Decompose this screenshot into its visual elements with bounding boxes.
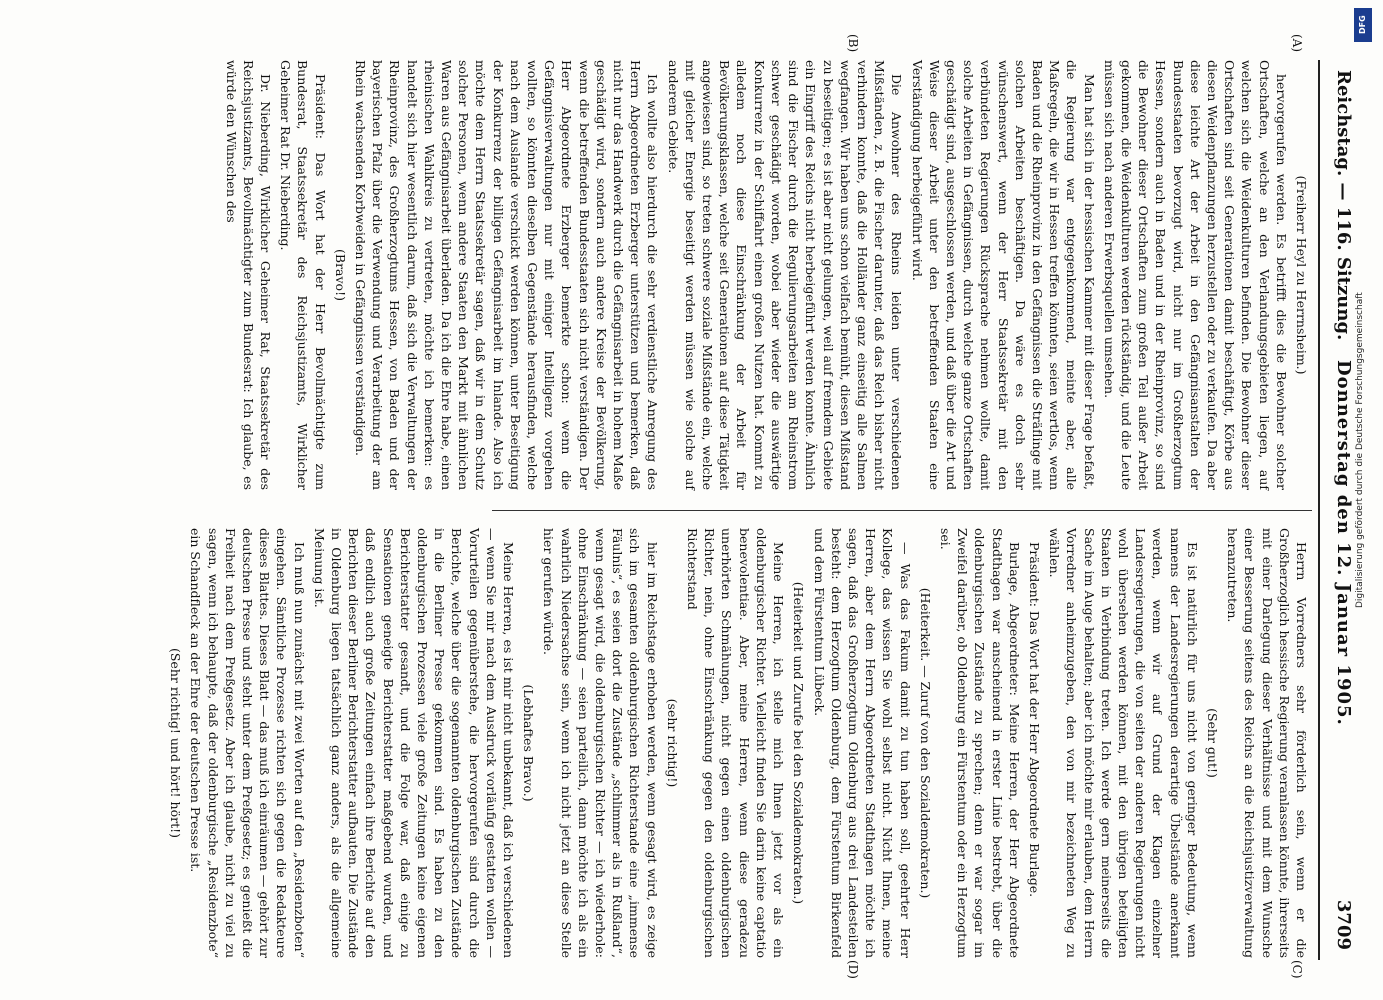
interjection: (Heiterkeit und Zurufe bei den Sozialdemokraten.) [791, 581, 807, 905]
header-session: Reichstag. — 116. Sitzung. [1333, 70, 1354, 341]
paragraph: Burlage, Abgeordneter: Meine Herren, der Herr Abgeordnete Stadthagen war anscheinend in erster Linie bestrebt, über die oldenburgischen Zustände zu sprechen; denn er war sogar im Zweifel darüber, ob Oldenburg ein Fürstentum oder ein Herzogtum sei. [937, 528, 1022, 958]
margin-mark-a: (A) [1290, 34, 1304, 53]
margin-mark-b: (B) [846, 34, 860, 53]
header-date: Donnerstag den 12. Januar 1905. [1333, 360, 1354, 726]
paragraph: Präsident: Das Wort hat der Herr Abgeordnete Burlage. [1026, 542, 1042, 898]
paragraph: Meine Herren, ich stelle mich Ihnen jetzt vor als ein oldenburgischer Richter. Vielleicht finden Sie darin keine captatio benevolentiae. Aber, meine Herren, wenn diese geradezu unerhörten Schmähungen, nicht gegen einen oldenburgischen Richter, nein, ohne Einschränkung gegen den oldenburgischen Richterstand [685, 528, 787, 958]
paragraph: Präsident: Das Wort hat der Herr Bevollmächtigte zum Bundesrat, Staatssekretär des Reichsjustizamts, Wirklicher Geheimer Rat Dr. Nieberding. [278, 60, 328, 490]
speaker-attribution: (Freiherr Heyl zu Herrnsheim.) [1294, 175, 1309, 375]
paragraph: Es ist natürlich für uns nicht von geringer Bedeutung, wenn namens der Landesregierungen derartige Übelstände anerkannt werden, wenn wir auf Grund der Klagen einzelner Landesregierungen, die von seiten der anderen Regierungen nicht wohl übersehen werden können, mit den übrigen beteiligten Staaten in Verbindung treten. Ich werde gern meinerseits die Sache im Auge behalten; aber ich möchte mir erlauben, dem Herrn Vorredner anheimzugeben, den von mir bezeichneten Weg zu wählen. [1047, 528, 1200, 958]
paragraph: hier im Reichstage erhoben werden, wenn gesagt wird, es zeige sich im gesamten oldenburgischen Richterstande eine „immense Fäulnis“, es seien dort die Zustände „schlimmer als in Rußland“, wenn gesagt wird, die oldenburgischen Richter — ich wiederhole: ohne Einschränkung — seien parteilich, dann möchte ich als ein wahrlich Niedersachse sein, wenn ich nicht jetzt an diese Stelle hier gerufen würde. [541, 528, 660, 958]
paragraph: Man hat sich in der hessischen Kammer mit dieser Frage befaßt, die Regierung war entgegenkommend, meinte aber, alle Maßregeln, die wir in Hessen treffen könnten, seien wertlos, wenn Baden und die Rheinprovinz in den Gefängnissen die Sträflinge mit solchen Arbeiten beschäftigen. Da wäre es doch sehr wünschenswert, wenn der Herr Staatssekretär mit den verbündeten Regierungen Rücksprache nehmen wollte, damit solche Arbeiten in Gefängnissen, durch welche ganze Ortschaften geschädigt sind, ausgeschlossen werden, und daß über die Art und Weise dieser Arbeit unter den betreffenden Staaten eine Verständigung herbeigeführt wird. [909, 60, 1097, 490]
interjection: (Sehr gut!) [1204, 708, 1220, 778]
header-rule [1318, 60, 1320, 960]
left-text-column [219, 60, 1310, 490]
paragraph: Ich wollte also hierdurch die sehr verdienstliche Anregung des Herrn Abgeordneten Erzberger unterstützen und bemerken, daß nicht nur das Handwerk durch die Gefängnisarbeit in hohem Maße geschädigt wird, sondern auch andere Kreise der Bevölkerung, wenn die betreffenden Bundesstaaten sich nicht verständigen. Der Herr Abgeordnete Erzberger bemerkte schon: wenn die Gefängnisverwaltungen nur mit einiger Intelligenz vorgehen wollten, so könnten dieselben Gegenstände herausfinden, welche nach dem Auslande verschickt werden können, unter Beseitigung der Konkurrenz der billigen Gefängnisarbeit im Inlande. Also ich möchte dem Herrn Staatssekretär sagen, daß wir in dem Schutz solcher Personen, wenn andere Staaten den Markt mit ähnlichen Waren aus Gefängnisarbeit überladen. Da ich die Ehre habe, einen rheinischen Wahlkreis zu vertreten, möchte ich bemerken: es handelt sich hier wesentlich darum, daß sich die Verwaltungen der Rheinprovinz, des Großherzogtums Hessen, von Baden und der bayerischen Pfalz über die Verwendung und Verarbeitung der am Rhein wachsenden Korbweiden in Gefängnissen verständigen. [353, 60, 661, 490]
paragraph: — Was das Fakum damit zu tun haben soll, geehrter Herr Kollege, das wissen Sie wohl selbst nicht. Nicht Ihnen, meine Herren, aber dem Herrn Abgeordneten Stadthagen möchte ich sagen, daß das Großherzogtum Oldenburg aus drei Landesteilen besteht: dem Herzogtum Oldenburg, dem Fürstentum Birkenfeld und dem Fürstentum Lübeck. [811, 528, 913, 958]
margin-mark-d: (D) [846, 960, 860, 979]
paragraph: hervorgerufen werden. Es betrifft dies die Bewohner solcher Ortschaften, welche an den Verlandungsgebieten liegen, auf welchen sich die Weidenkulturen befinden. Die Bewohner dieser Ortschaften sind seit Generationen damit beschäftigt, Körbe aus diesen Weidenpflanzungen herzustellen oder zu verkaufen. Da aber diese leichte Art der Arbeit in den Gefängnisanstalten der Bundesstaaten bevorzugt wird, nicht nur im Großherzogtum Hessen, sondern auch in Baden und in der Rheinprovinz, so sind die Bewohner dieser Ortschaften zum großen Teil außer Arbeit gekommen, die Weidenkulturen werden rückständig, und die Leute müssen sich nach anderen Erwerbsquellen umsehen. [1101, 60, 1289, 490]
interjection: (Sehr richtig! und hört! hört!) [168, 647, 184, 838]
page-number: 3709 [1333, 899, 1354, 950]
credit-text: Digitalisierung gefördert durch die Deutsche Forschungsgemeinschaft [1355, 292, 1365, 608]
paragraph: Dr. Nieberding, Wirklicher Geheimer Rat, Staatssekretär des Reichsjustizamts, Bevollmächtigter zum Bundesrat: Ich glaube, es würde den Wünschen des [223, 60, 274, 490]
paragraph: Meine Herren, es ist mir nicht unbekannt, daß ich verschiedenen — wenn Sie mir nach dem Ausdruck vorläufig gestatten wollen — Vorurteilen gegenüberstehe, die hervorgerufen sind durch die Berichte, welche über die sogenannten oldenburgischen Zustände in die Berliner Presse gekommen sind. Es haben zu den oldenburgischen Prozessen viele große Zeitungen keine eigenen Berichterstatter gesandt, und die Folge war, daß einige zu Sensationen geneigte Berichterstatter maßgebend wurden, und daß endlich auch große Zeitungen einfach ihre Berichte auf den Berichten dieser Berliner Berichterstatter aufbauten. Die Zustände in Oldenburg liegen tatsächlich ganz anders, als die allgemeine Meinung ist. [311, 528, 517, 958]
interjection: (Lebhaftes Bravo.) [521, 684, 537, 802]
interjection: (Bravo!) [332, 249, 348, 301]
interjection: (Heiterkeit. — Zuruf von den Sozialdemokraten.) [917, 587, 933, 899]
interjection: (sehr richtig!) [664, 698, 680, 788]
margin-mark-c: (C) [1290, 960, 1304, 979]
column-divider [492, 510, 1312, 511]
paragraph: Die Anwohner des Rheins leiden unter verschiedenen Mißständen, z. B. die Fischer darunter, daß das Reich bisher nicht verhindern konnte, daß die Holländer ganz einseitig alle Salmen wegfangen. Wir haben uns schon vielfach bemüht, diesen Mißstand zu beseitigen; es ist aber nicht gelungen, weil auf fremdem Gebiete ein Eingriff des Reichs nicht herbeigeführt werden konnte. Ähnlich sind die Fischer durch die Regulierungsarbeiten am Rheinstrom schwer geschädigt worden, wobei aber wieder die auswärtige Konkurrenz in der Schiffahrt einen großen Nutzen hat. Kommt zu alledem noch diese Einschränkung der Arbeit für Bevölkerungsklassen, welche seit Generationen auf diese Tätigkeit angewiesen sind, so treten schwere soziale Mißstände ein, welche mit gleicher Energie beseitigt werden müssen wie solche auf anderem Gebiete. [665, 60, 905, 490]
right-text-column [164, 528, 1310, 958]
paragraph: Ich muß nun zunächst mit zwei Worten auf den „Residenzboten“ eingehen. Sämtliche Prozesse richten sich gegen die Redakteure dieses Blattes. Dieses Blatt — das muß ich einräumen — gehört zur deutschen Presse und steht unter dem Preßgesetz; es genießt die Freiheit nach dem Preßgesetz. Aber ich glaube, nicht zu viel zu sagen, wenn ich behaupte, daß der oldenburgische „Residenzbote“ ein Schandfleck an der Ehre der deutschen Presse ist. [188, 528, 307, 958]
rotated-page-content [70, 34, 1360, 979]
paragraph: Herrn Vorredners sehr förderlich sein, wenn er die Großherzoglich hessische Regierung veranlassen könnte, ihrerseits mit einer Darlegung dieser Verhältnisse und mit dem Wunsche einer Besserung seitens des Reichs an die Reichsjustizverwaltung heranzutreten. [1225, 528, 1309, 958]
digitization-credit [1352, 8, 1374, 992]
dfg-logo: DFG [1354, 8, 1372, 42]
